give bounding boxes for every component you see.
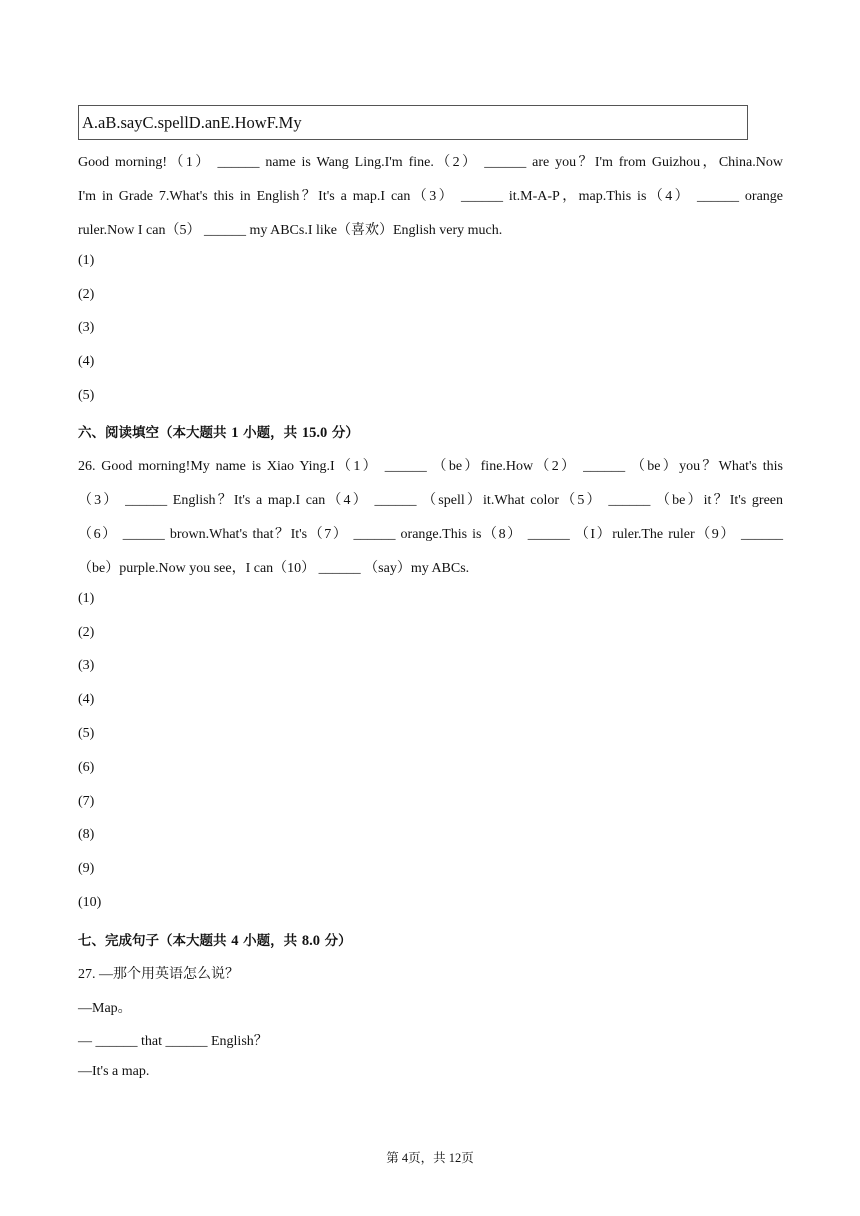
answer-26-3: (3) [78, 658, 95, 673]
answer-26-8: (8) [78, 827, 95, 842]
question-27-line-2: —Map。 [78, 1001, 132, 1016]
word-options-box: A.aB.sayC.spellD.anE.HowF.My [78, 105, 748, 140]
answer-26-10: (10) [78, 895, 102, 910]
section-7-heading: 七、完成句子（本大题共 4 小题，共 8.0 分） [78, 933, 352, 949]
answer-26-5: (5) [78, 726, 95, 741]
passage-26-line-3: （6） ______ brown.What's that？It's（7） ______ orange.This is（8） ______ （I）ruler.The ruler（9） ______ [78, 527, 783, 542]
passage-26-line-2: （3） ______ English？It's a map.I can（4） ______ （spell）it.What color（5） ______ （be）it？It's green [78, 493, 783, 508]
question-27-prompt: 27. —那个用英语怎么说？ [78, 967, 239, 982]
section-6-heading: 六、阅读填空（本大题共 1 小题，共 15.0 分） [78, 425, 359, 441]
answer-25-3: (3) [78, 320, 95, 335]
passage-26-line-1: 26. Good morning!My name is Xiao Ying.I（1） ______ （be）fine.How（2） ______ （be）you？What's this [78, 459, 783, 474]
answer-26-7: (7) [78, 794, 95, 809]
question-27-line-4: —It's a map. [78, 1064, 150, 1079]
answer-25-4: (4) [78, 354, 95, 369]
answer-26-6: (6) [78, 760, 95, 775]
answer-26-4: (4) [78, 692, 95, 707]
answer-25-1: (1) [78, 253, 95, 268]
answer-26-9: (9) [78, 861, 95, 876]
passage-25-line-3: ruler.Now I can（5） ______ my ABCs.I like（喜欢）English very much. [78, 223, 503, 238]
answer-26-1: (1) [78, 591, 95, 606]
question-27-line-3: — ______ that ______ English？ [78, 1034, 268, 1049]
answer-25-2: (2) [78, 287, 95, 302]
passage-25-line-1: Good morning!（1） ______ name is Wang Ling.I'm fine.（2） ______ are you？I'm from Guizhou，China.Now [78, 155, 783, 170]
passage-26-line-4: （be）purple.Now you see，I can（10） ______ （say）my ABCs. [78, 561, 470, 576]
answer-25-5: (5) [78, 388, 95, 403]
page-footer: 第 4页，共 12页 [386, 1151, 474, 1165]
answer-26-2: (2) [78, 625, 95, 640]
passage-25-line-2: I'm in Grade 7.What's this in English？It's a map.I can（3） ______ it.M-A-P，map.This is（4） ______ orange [78, 189, 783, 204]
